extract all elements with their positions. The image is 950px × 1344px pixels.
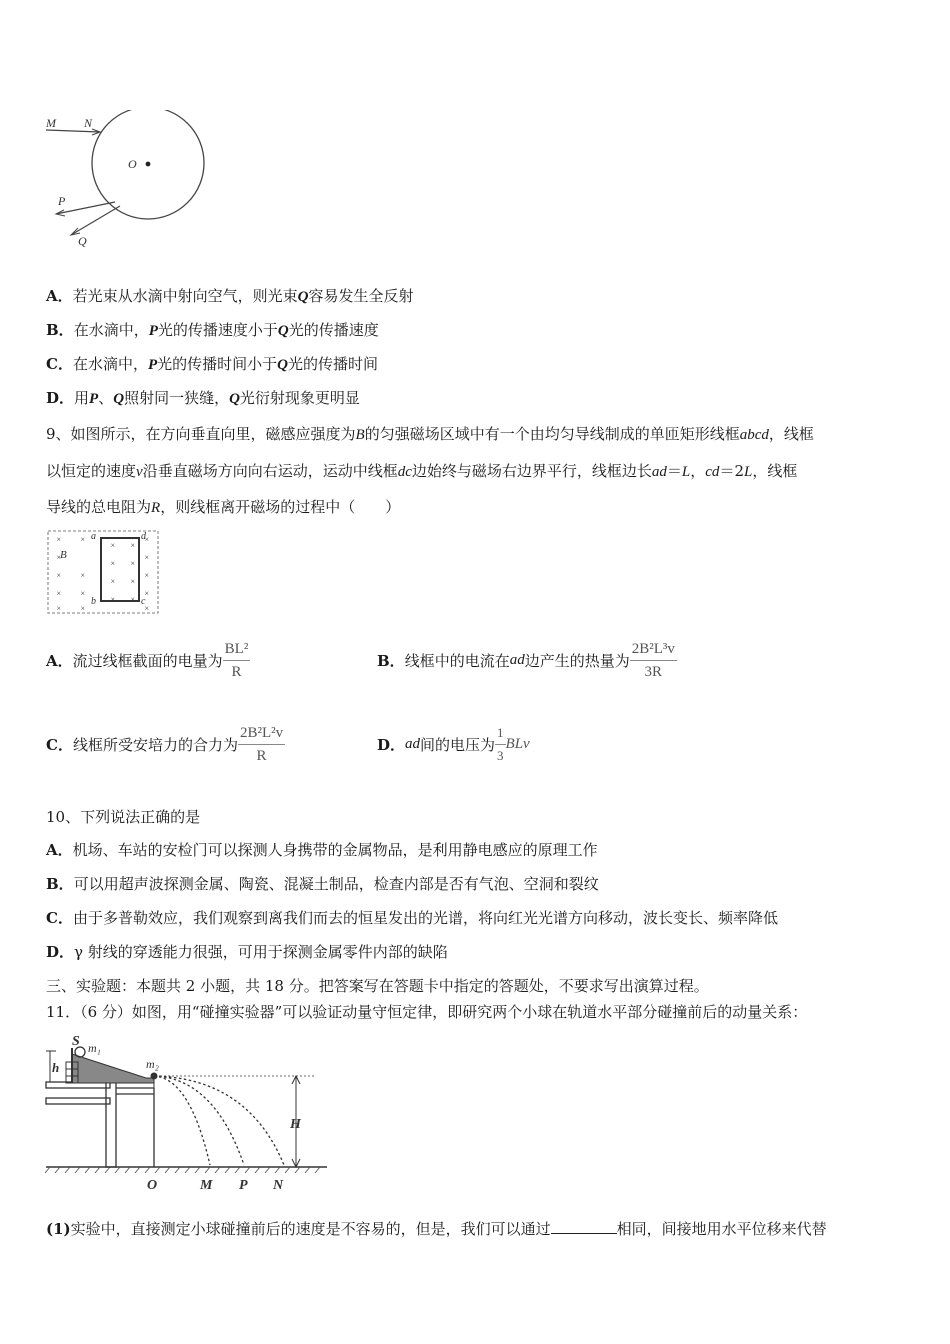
option-letter: B． bbox=[46, 321, 74, 339]
q9-stem-line1: 9、如图所示，在方向垂直向里，磁感应强度为B的匀强磁场区域中有一个由均匀导线制成的单匝矩形线框abcd，线框 bbox=[46, 425, 814, 443]
svg-text:×: × bbox=[130, 541, 136, 550]
q10-option-b[interactable]: B．可以用超声波探测金属、陶瓷、混凝土制品，检查内部是否有气泡、空洞和裂纹 bbox=[46, 875, 599, 893]
svg-text:×: × bbox=[80, 535, 86, 544]
svg-text:×: × bbox=[56, 535, 62, 544]
svg-text:×: × bbox=[144, 535, 150, 544]
label-n: N bbox=[84, 116, 93, 130]
label-m: M bbox=[46, 116, 56, 130]
q8-option-a[interactable]: A．若光束从水滴中射向空气，则光束Q容易发生全反射 bbox=[46, 287, 414, 305]
q9-option-a[interactable]: A．流过线框截面的电量为 $\frac{\text{BL²}}{R}$ bbox=[46, 638, 250, 683]
q9-option-d[interactable]: D．ad间的电压为 $\frac{1}{3}$ BLv bbox=[377, 722, 530, 767]
water-drop-figure bbox=[40, 110, 220, 255]
incident-ray bbox=[46, 130, 100, 132]
label-d: d bbox=[141, 531, 146, 542]
fraction: $\frac{\text{2B²L²v}}{R}$ bbox=[238, 722, 285, 767]
label-m1: m₁ bbox=[88, 1041, 101, 1055]
q11-stem: 11．（6 分）如图，用“碰撞实验器”可以验证动量守恒定律，即研究两个小球在轨道水平部分碰撞前后的动量关系： bbox=[46, 1003, 808, 1021]
option-letter: A． bbox=[46, 287, 73, 305]
label-b: b bbox=[91, 596, 96, 607]
svg-text:×: × bbox=[56, 604, 62, 613]
label-m: M bbox=[200, 1178, 213, 1193]
svg-text:×: × bbox=[144, 571, 150, 580]
svg-text:×: × bbox=[110, 577, 116, 586]
q8-option-d[interactable]: D．用P、Q照射同一狭缝，Q光衍射现象更明显 bbox=[46, 389, 360, 407]
label-p: P bbox=[239, 1178, 248, 1193]
label-o: O bbox=[147, 1178, 158, 1193]
svg-text:×: × bbox=[80, 604, 86, 613]
fraction: $\frac{1}{3}$ bbox=[495, 722, 506, 767]
q9-option-c[interactable]: C．线框所受安培力的合力为 $\frac{\text{2B²L²v}}{R}$ bbox=[46, 722, 285, 767]
option-letter: D． bbox=[46, 389, 75, 407]
svg-text:×: × bbox=[80, 589, 86, 598]
label-p: P bbox=[58, 194, 66, 208]
label-field-b: B bbox=[60, 549, 67, 561]
q10-option-a[interactable]: A．机场、车站的安检门可以探测人身携带的金属物品，是利用静电感应的原理工作 bbox=[46, 841, 598, 859]
label-big-h: H bbox=[290, 1117, 301, 1132]
fraction: $\frac{\text{2B²L³v}}{3R}$ bbox=[630, 638, 677, 683]
q10-option-d[interactable]: D．γ 射线的穿透能力很强，可用于探测金属零件内部的缺陷 bbox=[46, 943, 448, 961]
label-c: c bbox=[141, 596, 146, 607]
svg-text:×: × bbox=[110, 595, 116, 604]
label-m2: m₂ bbox=[146, 1057, 159, 1071]
section-3-heading: 三、实验题：本题共 2 小题，共 18 分。把答案写在答题卡中指定的答题处，不要求写出演算过程。 bbox=[46, 977, 709, 995]
svg-text:×: × bbox=[110, 541, 116, 550]
q10-stem: 10、下列说法正确的是 bbox=[46, 808, 201, 826]
svg-text:×: × bbox=[144, 553, 150, 562]
collision-apparatus-figure bbox=[42, 1032, 332, 1194]
option-letter: C． bbox=[46, 355, 73, 373]
svg-text:×: × bbox=[130, 577, 136, 586]
svg-text:×: × bbox=[110, 559, 116, 568]
svg-text:×: × bbox=[130, 559, 136, 568]
answer-blank[interactable] bbox=[551, 1219, 617, 1234]
svg-text:×: × bbox=[144, 604, 150, 613]
label-s: S bbox=[72, 1034, 80, 1049]
q9-option-b[interactable]: B．线框中的电流在ad边产生的热量为 $\frac{\text{2B²L³v}}{3R}$ bbox=[377, 638, 677, 683]
q9-stem-line3: 导线的总电阻为R，则线框离开磁场的过程中（ ） bbox=[46, 498, 401, 516]
ray-q bbox=[71, 206, 120, 235]
q8-option-b[interactable]: B．在水滴中，P光的传播速度小于Q光的传播速度 bbox=[46, 321, 379, 339]
fraction: $\frac{\text{BL²}}{R}$ bbox=[223, 638, 251, 683]
svg-text:×: × bbox=[130, 595, 136, 604]
q10-option-c[interactable]: C．由于多普勒效应，我们观察到离我们而去的恒星发出的光谱，将向红光光谱方向移动，波长变长、频率降低 bbox=[46, 909, 778, 927]
label-o: O bbox=[128, 157, 137, 171]
label-q: Q bbox=[78, 234, 87, 248]
svg-text:×: × bbox=[56, 571, 62, 580]
label-n: N bbox=[273, 1178, 284, 1193]
q9-stem-line2: 以恒定的速度v沿垂直磁场方向向右运动，运动中线框dc边始终与磁场右边界平行，线框边长ad＝L，cd＝2L，线框 bbox=[46, 462, 798, 480]
label-a: a bbox=[91, 531, 96, 542]
q8-option-c[interactable]: C．在水滴中，P光的传播时间小于Q光的传播时间 bbox=[46, 355, 379, 373]
svg-text:×: × bbox=[144, 589, 150, 598]
svg-text:×: × bbox=[56, 589, 62, 598]
magnetic-field-figure bbox=[46, 528, 162, 618]
q11-part1: (1)实验中，直接测定小球碰撞前后的速度是不容易的，但是，我们可以通过 相同，间接地用水平位移来代替 bbox=[46, 1220, 827, 1238]
label-h: h bbox=[52, 1060, 60, 1075]
svg-text:×: × bbox=[56, 553, 62, 562]
svg-text:×: × bbox=[80, 571, 86, 580]
center-dot bbox=[146, 162, 151, 167]
